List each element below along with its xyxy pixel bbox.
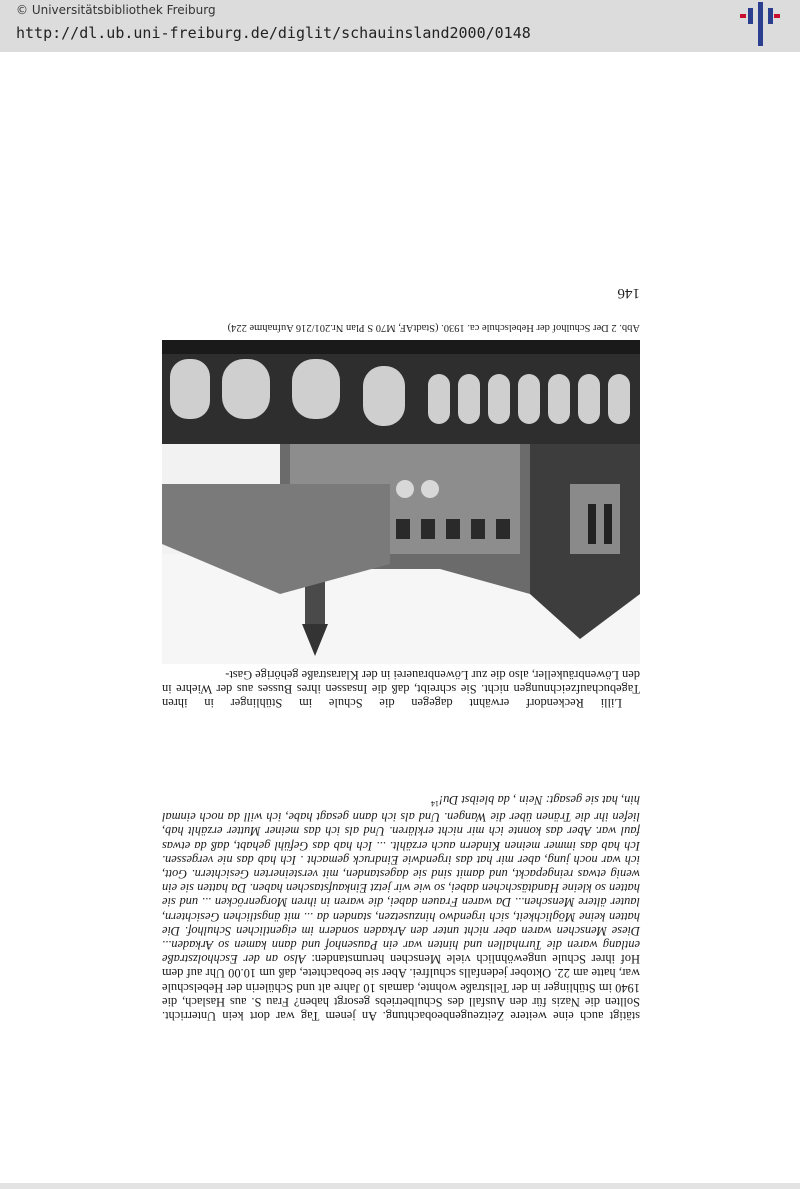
figure-caption: Abb. 2 Der Schulhof der Hebelschule ca. 1930. (StadtAF, M70 S Plan Nr.201/216 Aufnahme 224): [227, 322, 640, 333]
viewer-banner: [0, 0, 800, 52]
permalink-url[interactable]: http://dl.ub.uni-freiburg.de/diglit/schauinsland2000/0148: [16, 24, 531, 42]
footnote-ref: 14: [431, 798, 439, 808]
body-paragraph-2: Lilli Reckendorf erwähnt dagegen die Schule im Stühlinger in ihren Tagebuchaufzeichnungen nicht. Sie schreibt, daß die Insassen ihres Busses aus der Wiehre in den Löwenbräukeller, also die zur Löwenbrauerei in der Klarastraße gehörige Gast-: [162, 667, 640, 710]
library-credit: © Universitätsbibliothek Freiburg: [16, 3, 216, 17]
paragraph-1-intro: stätigt auch eine weitere Zeitzeugenbeobachtung. An jenem Tag war dort kein Unterricht. Sollten die Nazis für den Ausfall des Schulbetriebs gesorgt haben? Frau S. aus Haslach, die 1940 im Stühlinger in der Tellstraße wohnte, damals 10 Jahre alt und Schülerin der Hebelschule war, hatte am 22. Oktober jedenfalls schulfrei. Aber sie beobachtete, daß um 10.00 Uhr auf dem Hof ihrer Schule ungewöhnlich viele Menschen herumstanden:: [162, 952, 640, 1023]
ub-freiburg-logo-icon: [740, 2, 780, 46]
bottom-bar: [0, 1183, 800, 1189]
page-number: 146: [617, 285, 640, 301]
schoolyard-photo: [162, 340, 640, 664]
body-paragraph-1: [162, 793, 640, 1023]
scanned-page: [0, 52, 800, 1183]
witness-quote: Also an der Eschholzstraße entlang waren die Turnhallen und hinten war ein Pausenhof und dann kamen so Arkaden... Diese Menschen waren aber nicht unter den Arkaden sondern im eigentlichen Schulhof. Die hatten keine Möglichkeit, sich irgendwo hinzusetzen, standen da ... mit ängstlichen Gesichtern, lauter ältere Menschen... Da waren Frauen dabei, die waren in ihren Morgenröcken ... und sie hatten so kleine Handtäschchen dabei, so wie wir jetzt Einkaufstaschen haben. Da hatten sie ein wenig etwas reingepackt, und damit sind sie dagestanden, mit versteinerten Gesichtern. Gott, ich war noch jung, aber mir hat das irgendwie Eindruck gemacht . Ich hab das nie vergessen. Ich hab das immer meinen Kindern auch erzählt. ... Ich hab das Gefühl gehabt, daß da etwas faul war. Aber das konnte ich mir nicht erklären. Und als ich das meiner Mutter erzählt hab, liefen ihr die Tränen über die Wangen. Und als ich dann gesagt habe, ich will da noch einmal hin, hat sie gesagt: Nein , da bleibst Du!: [162, 792, 640, 967]
